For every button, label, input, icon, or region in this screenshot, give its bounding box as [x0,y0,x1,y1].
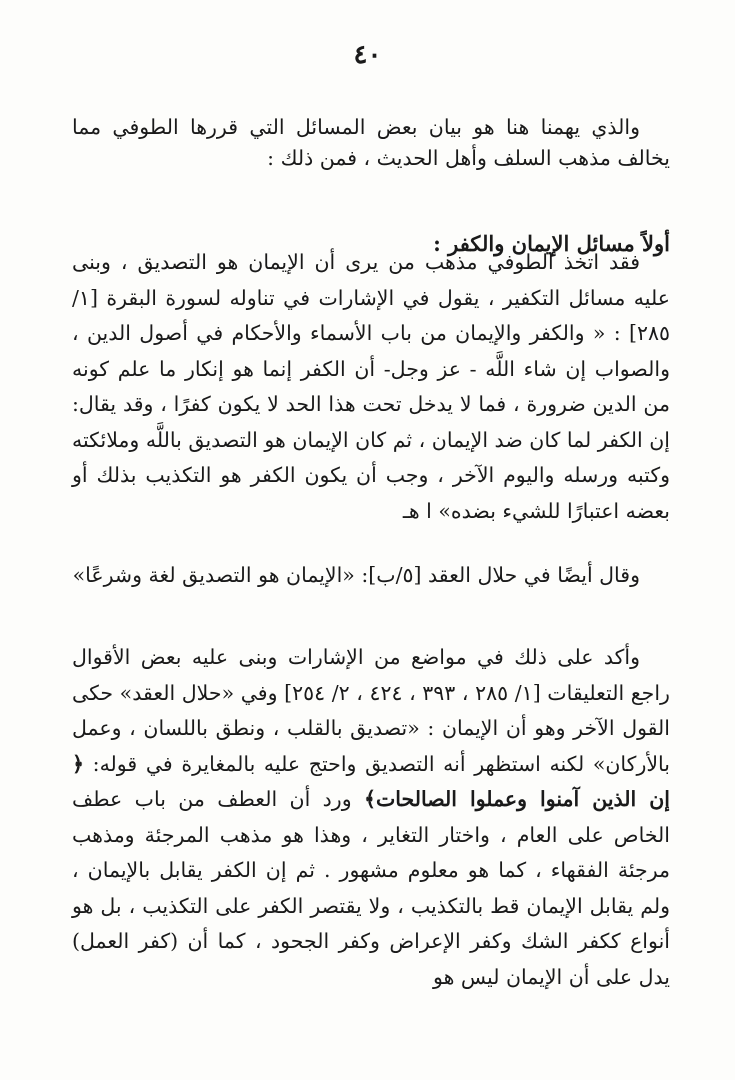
hall-aluqad-text: وقال أيضًا في حلال العقد [٥/ب]: «الإيمان هو التصديق لغة وشرعًا» [72,563,640,587]
quran-verse: ﴿ إن الذين آمنوا وعملوا الصالحات﴾ [72,751,670,811]
section-heading: أولاً مسائل الإيمان والكفر : [433,231,670,256]
intro-text: والذي يهمنا هنا هو بيان بعض المسائل التي قررها الطوفي مما يخالف مذهب السلف وأهل الحديث ، فمن ذلك : [72,115,670,170]
faith-text [72,245,670,529]
confirmation-text-part2: ورد أن العطف من باب عطف الخاص على العام ، واختار التغاير ، وهذا هو مذهب المرجئة ومذهب مرجئة الفقهاء ، كما هو معلوم مشهور . ثم إن الكفر يقابل بالإيمان ، ولم يقابل الإيمان قط بالتكذيب ، ولا يقتصر الكفر على التكذيب ، بل هو أنواع ككفر الشك وكفر الإعراض وكفر الجحود ، كما أن (كفر العمل) يدل على أن الإيمان ليس هو [72,787,670,989]
confirmation-text [72,640,670,995]
faith-text-body: فقد اتخذ الطوفي مذهب من يرى أن الإيمان هو التصديق ، وبنى عليه مسائل التكفير ، يقول في الإشارات في تناوله لسورة البقرة [١/ ٢٨٥] : « والكفر والإيمان من باب الأسماء والأحكام في أصول الدين ، والصواب إن شاء اللَّه - عز وجل- أن الكفر إنما هو إنكار ما علم كونه من الدين ضرورة ، فما لا يدخل تحت هذا الحد لا يكون كفرًا ، وقد يقال: إن الكفر لما كان ضد الإيمان ، ثم كان الإيمان هو التصديق باللَّه وملائكته وكتبه ورسله واليوم الآخر ، وجب أن يكون الكفر هو التكذيب بذلك أو بعضه اعتبارًا للشيء بضده» ا هـ [72,250,670,523]
faith-paragraph [72,245,670,529]
confirmation-paragraph [72,640,670,995]
intro-paragraph [72,112,670,174]
page-number: ٤٠ [353,40,382,70]
confirmation-text-part1: وأكد على ذلك في مواضع من الإشارات وبنى عليه بعض الأقوال راجع التعليقات [١/ ٢٨٥ ، ٣٩٣ ، ٤٢٤ ، ٢/ ٢٥٤] وفي «حلال العقد» حكى القول الآخر وهو أن الإيمان : «تصديق بالقلب ، ونطق باللسان ، وعمل بالأركان» لكنه استظهر أنه التصديق واحتج عليه بالمغايرة في قوله: [72,645,670,776]
hall-aluqad-paragraph [72,560,670,591]
